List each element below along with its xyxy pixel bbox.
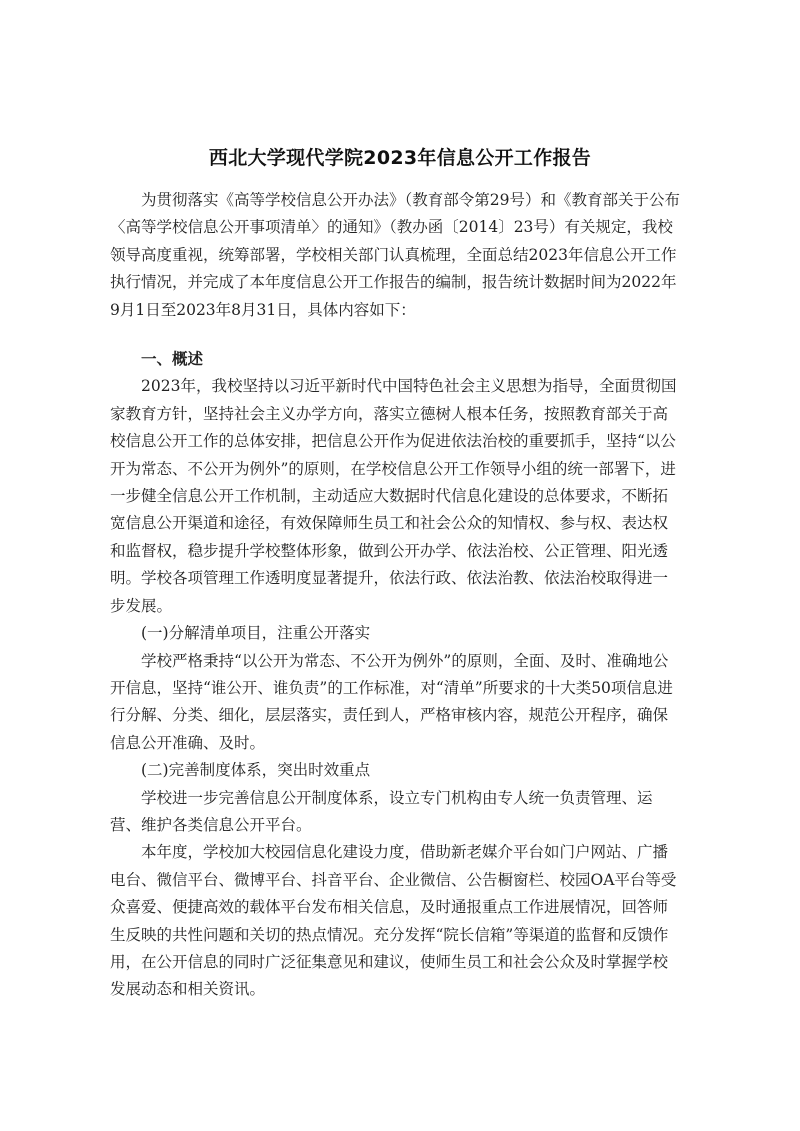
- section-heading-overview: 一、概述: [141, 350, 204, 369]
- subsection-heading-2: (二)完善制度体系，突出时效重点: [141, 761, 371, 780]
- document-body: [110, 187, 682, 1004]
- overview-paragraph: 2023年，我校坚持以习近平新时代中国特色社会主义思想为指导，全面贯彻国家教育方针，坚持社会主义办学方向，落实立德树人根本任务，按照教育部关于高校信息公开工作的总体安排，把信息公开作为促进依法治校的重要抓手，坚持“以公开为常态、不公开为例外”的原则，在学校信息公开工作领导小组的统一部署下，进一步健全信息公开工作机制，主动适应大数据时代信息化建设的总体要求，不断拓宽信息公开渠道和途径，有效保障师生员工和社会公众的知情权、参与权、表达权和监督权，稳步提升学校整体形象，做到公开办学、依法治校、公正管理、阳光透明。学校各项管理工作透明度显著提升，依法行政、依法治教、依法治校取得进一步发展。: [110, 377, 677, 615]
- subsection-2-paragraph-2: 本年度，学校加大校园信息化建设力度，借助新老媒介平台如门户网站、广播电台、微信平台、微博平台、抖音平台、企业微信、公告橱窗栏、校园OA平台等受众喜爱、便捷高效的载体平台发布相关信息，及时通报重点工作进展情况，回答师生反映的共性问题和关切的热点情况。充分发挥“院长信箱”等渠道的监督和反馈作用，在公开信息的同时广泛征集意见和建议，使师生员工和社会公众及时掌握学校发展动态和相关资讯。: [110, 843, 677, 999]
- subsection-1-paragraph: 学校严格秉持“以公开为常态、不公开为例外”的原则，全面、及时、准确地公开信息，坚持“谁公开、谁负责”的工作标准，对“清单”所要求的十大类50项信息进行分解、分类、细化，层层落实，责任到人，严格审核内容，规范公开程序，确保信息公开准确、及时。: [110, 651, 673, 752]
- document-title: 西北大学现代学院2023年信息公开工作报告: [208, 147, 592, 169]
- subsection-2-paragraph-1: 学校进一步完善信息公开制度体系，设立专门机构由专人统一负责管理、运营、维护各类信息公开平台。: [110, 788, 653, 834]
- intro-paragraph: 为贯彻落实《高等学校信息公开办法》（教育部令第29号）和《教育部关于公布〈高等学校信息公开事项清单〉的通知》（教办函〔2014〕23号）有关规定，我校领导高度重视，统筹部署，学校相关部门认真梳理，全面总结2023年信息公开工作执行情况，并完成了本年度信息公开工作报告的编制，报告统计数据时间为2022年9月1日至2023年8月31日，具体内容如下：: [110, 191, 680, 319]
- subsection-heading-1: (一)分解清单项目，注重公开落实: [141, 624, 371, 643]
